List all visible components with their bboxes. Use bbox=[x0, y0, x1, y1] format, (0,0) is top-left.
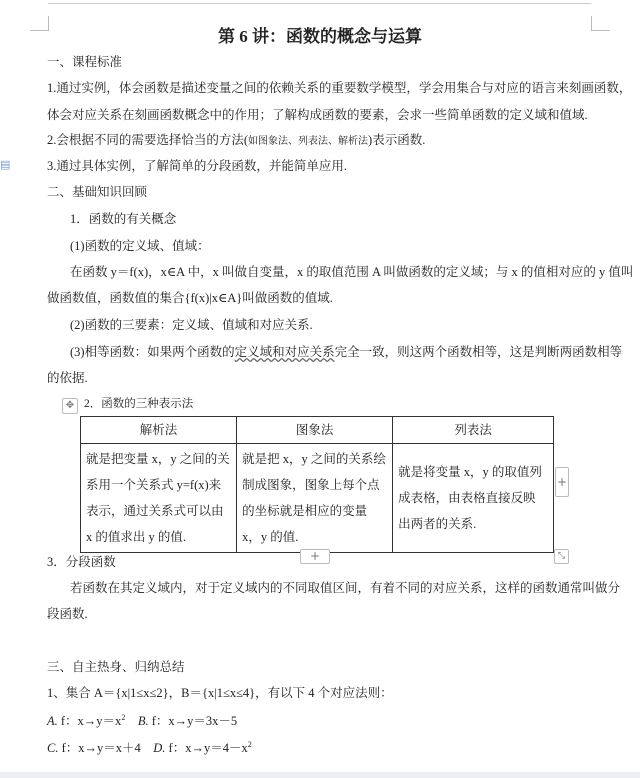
superscript: 2 bbox=[247, 740, 252, 749]
paragraph: 若函数在其定义域内，对于定义域内的不同取值区间，有着不同的对应关系，这样的函数通常叫做分 bbox=[70, 581, 621, 595]
paragraph: (2)函数的三要素：定义域、值域和对应关系. bbox=[70, 318, 313, 332]
subheading: 3．分段函数 bbox=[47, 555, 116, 569]
option-label: C. bbox=[47, 741, 59, 756]
subheading: 1．函数的有关概念 bbox=[70, 212, 177, 226]
option-label: A. bbox=[47, 714, 58, 729]
paste-options-icon[interactable]: ▤ bbox=[0, 158, 11, 171]
text: (3)相等函数：如果两个函数的 bbox=[70, 345, 235, 359]
paragraph: 体会对应关系在刻画函数概念中的作用；了解构成函数的要素，会求一些简单函数的定义域和值域. bbox=[47, 108, 588, 122]
paragraph: 在函数 y＝f(x)，x∈A 中，x 叫做自变量，x 的取值范围 A 叫做函数的定义域；与 x 的值相对应的 y 值叫 bbox=[70, 265, 634, 279]
table-header: 图象法 bbox=[237, 417, 393, 444]
option-label: B. bbox=[137, 714, 149, 729]
text: )表示函数. bbox=[368, 133, 426, 147]
paragraph: 的依据. bbox=[47, 371, 88, 385]
page-top-edge bbox=[48, 0, 591, 4]
subheading: 2．函数的三种表示法 bbox=[84, 398, 194, 410]
underlined-text: 定义域和对应关系 bbox=[234, 345, 335, 359]
table-move-icon[interactable]: ✥ bbox=[62, 398, 78, 414]
paragraph bbox=[47, 132, 425, 150]
text: 如图象法、列表法、解析法 bbox=[248, 136, 369, 147]
question: 1、集合 A＝{x|1≤x≤2}，B＝{x|1≤x≤4}，有以下 4 个对应法则： bbox=[47, 686, 393, 700]
add-row-button[interactable]: + bbox=[300, 549, 330, 564]
text: 完全一致，则这两个函数相等，这是判断两函数相等 bbox=[334, 345, 623, 359]
options-row bbox=[47, 710, 237, 729]
table-cell: 就是将变量 x，y 的取值列成表格，由表格直接反映出两者的关系. bbox=[393, 444, 554, 553]
paragraph: 1.通过实例，体会函数是描述变量之间的依赖关系的重要数学模型，学会用集合与对应的语言来刻画函数， bbox=[47, 81, 632, 95]
paragraph: (1)函数的定义域、值域： bbox=[70, 239, 210, 253]
text: 2.会根据不同的需要选择恰当的方法( bbox=[47, 133, 249, 147]
section-heading: 二、基础知识回顾 bbox=[47, 185, 148, 199]
option-text: f：x→y＝x＋4 bbox=[58, 741, 141, 756]
section-heading: 一、课程标准 bbox=[47, 55, 123, 69]
table-resize-icon[interactable]: ⤡ bbox=[554, 549, 569, 564]
add-column-button[interactable]: + bbox=[555, 467, 569, 497]
representation-table bbox=[80, 416, 554, 553]
section-heading: 三、自主热身、归纳总结 bbox=[47, 660, 185, 674]
page-title: 第 6 讲：函数的概念与运算 bbox=[218, 27, 422, 46]
table-cell: 就是把 x，y 之间的关系绘制成图象，图象上每个点的坐标就是相应的变量 x，y 的值. bbox=[237, 444, 393, 553]
paragraph: 3.通过具体实例，了解简单的分段函数，并能简单应用. bbox=[47, 159, 348, 173]
paragraph: 做函数值，函数值的集合{f(x)|x∈A}叫做函数的值域. bbox=[47, 291, 333, 305]
option-label: D. bbox=[153, 741, 166, 756]
option-text: f：x→y＝x bbox=[57, 714, 122, 729]
table-header: 列表法 bbox=[393, 417, 554, 444]
table-header: 解析法 bbox=[81, 417, 237, 444]
option-text: f：x→y＝4－x bbox=[165, 741, 248, 756]
paragraph: 段函数. bbox=[47, 607, 88, 621]
table-cell: 就是把变量 x，y 之间的关系用一个关系式 y=f(x)来表示，通过关系式可以由 x 的值求出 y 的值. bbox=[81, 444, 237, 553]
page-gap bbox=[0, 772, 640, 778]
superscript: 2 bbox=[121, 713, 126, 722]
options-row bbox=[47, 737, 252, 756]
paragraph bbox=[70, 344, 622, 360]
option-text: f：x→y＝3x－5 bbox=[148, 714, 238, 729]
